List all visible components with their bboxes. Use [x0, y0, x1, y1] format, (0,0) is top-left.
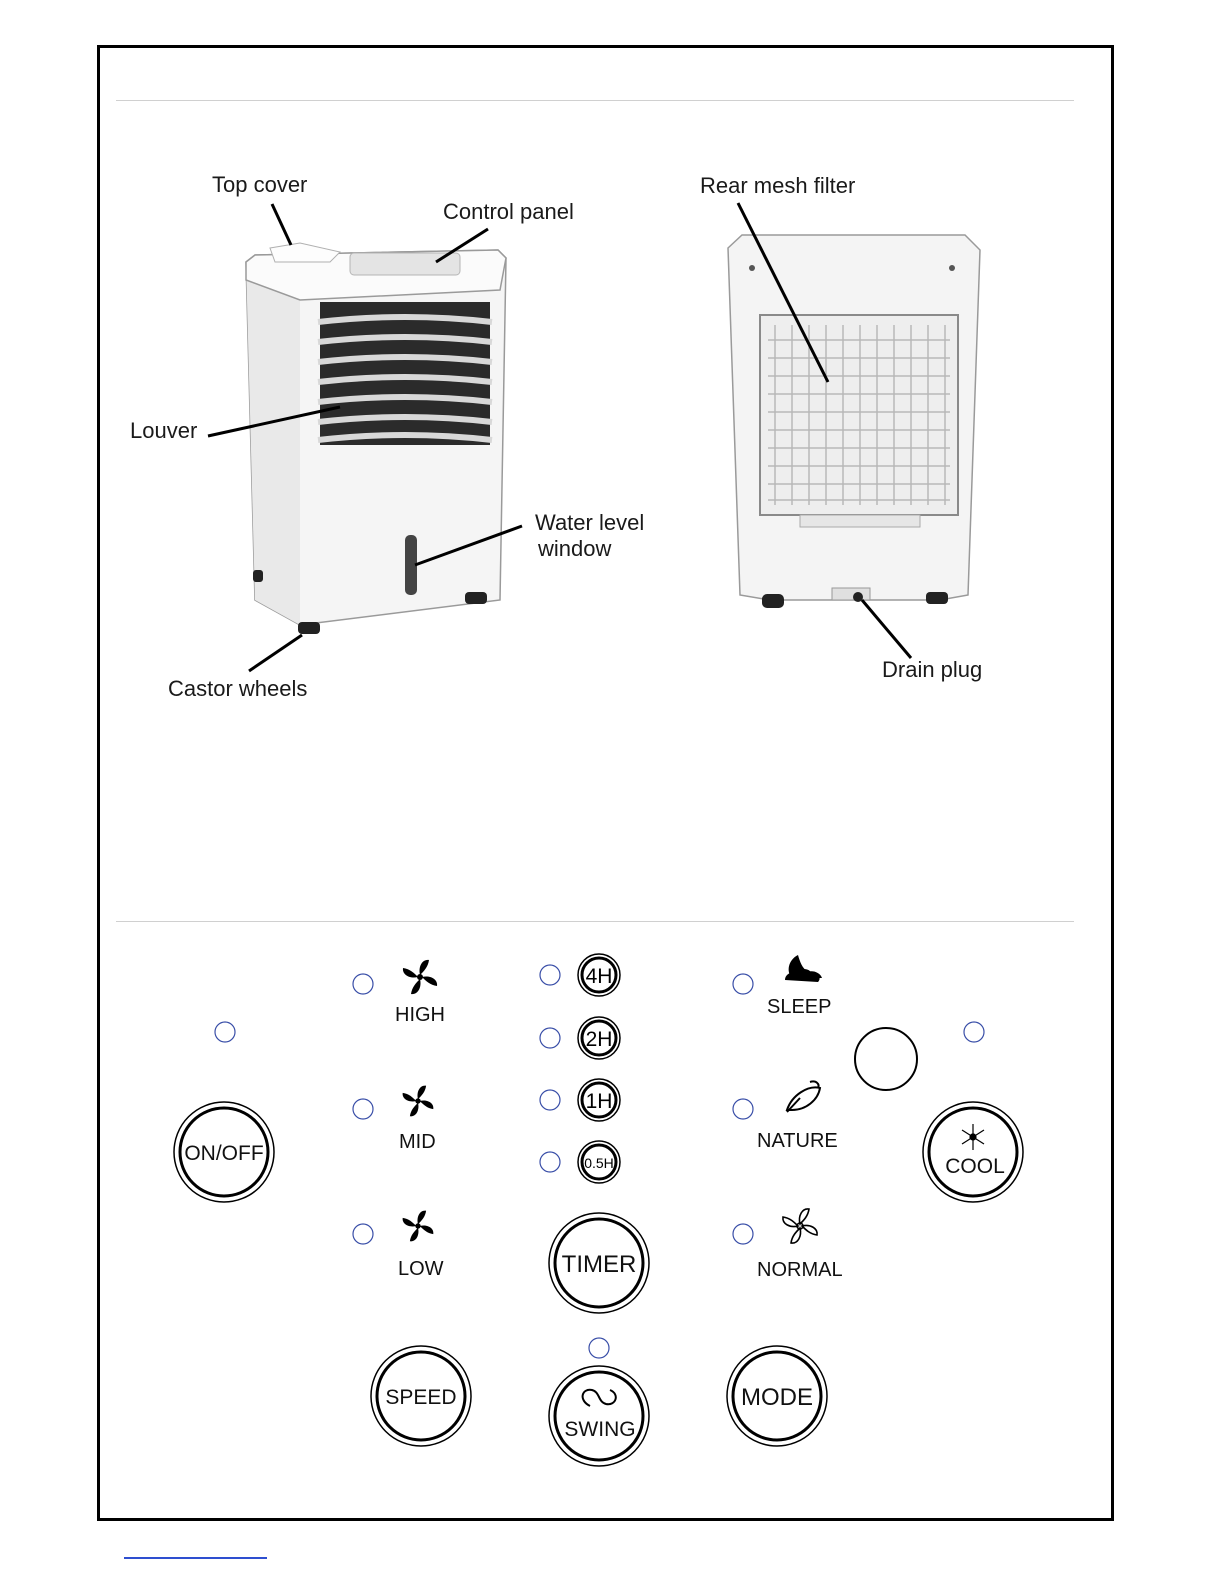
cool-button-label: COOL [945, 1155, 1005, 1178]
cool-indicator-led [964, 1022, 984, 1042]
timer-05h-badge [578, 1141, 620, 1183]
label-nature: NATURE [757, 1130, 838, 1152]
label-normal: NORMAL [757, 1259, 843, 1281]
high-indicator-led [353, 974, 373, 994]
label-drain-plug: Drain plug [882, 657, 983, 682]
sleep-indicator-led [733, 974, 753, 994]
speed-button-label: SPEED [385, 1386, 457, 1409]
swing-button-label: SWING [564, 1418, 636, 1441]
sleep-moon-cloud-icon [785, 955, 822, 982]
label-water-level-line2: window [538, 536, 612, 561]
label-mid: MID [399, 1131, 436, 1153]
fan-mid-icon [403, 1086, 434, 1117]
low-indicator-led [353, 1224, 373, 1244]
timer-4h-badge [578, 954, 620, 996]
swing-button[interactable] [549, 1366, 649, 1466]
fan-high-icon [403, 960, 437, 994]
label-water-level-line1: Water level [535, 510, 645, 535]
label-low: LOW [398, 1258, 444, 1280]
timer-1h-badge [578, 1079, 620, 1121]
nature-leaf-icon [787, 1081, 820, 1112]
swing-indicator-led [589, 1338, 609, 1358]
timer-button-label: TIMER [561, 1251, 637, 1278]
label-castor-wheels: Castor wheels [168, 676, 308, 701]
remote-receiver-window [855, 1028, 917, 1090]
timer-2h-badge [578, 1017, 620, 1059]
timer-2h-indicator-led [540, 1028, 560, 1048]
timer-2h-text: 2H [585, 1028, 613, 1051]
label-sleep: SLEEP [767, 996, 832, 1018]
nature-indicator-led [733, 1099, 753, 1119]
label-high: HIGH [395, 1004, 445, 1026]
label-control-panel: Control panel [443, 199, 574, 224]
normal-indicator-led [733, 1224, 753, 1244]
speed-button[interactable] [371, 1346, 471, 1446]
normal-fan-outline-icon [783, 1209, 817, 1243]
label-top-cover: Top cover [212, 172, 308, 197]
label-louver: Louver [130, 418, 198, 443]
timer-4h-text: 4H [585, 965, 613, 988]
on-off-button[interactable] [174, 1102, 274, 1202]
mode-button-label: MODE [741, 1384, 813, 1411]
timer-button[interactable] [549, 1213, 649, 1313]
on-off-indicator-led [215, 1022, 235, 1042]
mid-indicator-led [353, 1099, 373, 1119]
mode-button[interactable] [727, 1346, 827, 1446]
fan-low-icon [403, 1211, 434, 1242]
label-rear-mesh-filter: Rear mesh filter [700, 173, 856, 198]
timer-1h-indicator-led [540, 1090, 560, 1110]
timer-05h-indicator-led [540, 1152, 560, 1172]
timer-1h-text: 1H [585, 1090, 613, 1113]
on-off-button-label: ON/OFF [184, 1142, 264, 1165]
cool-button[interactable] [923, 1102, 1023, 1202]
timer-05h-text: 0.5H [584, 1155, 614, 1171]
timer-4h-indicator-led [540, 965, 560, 985]
